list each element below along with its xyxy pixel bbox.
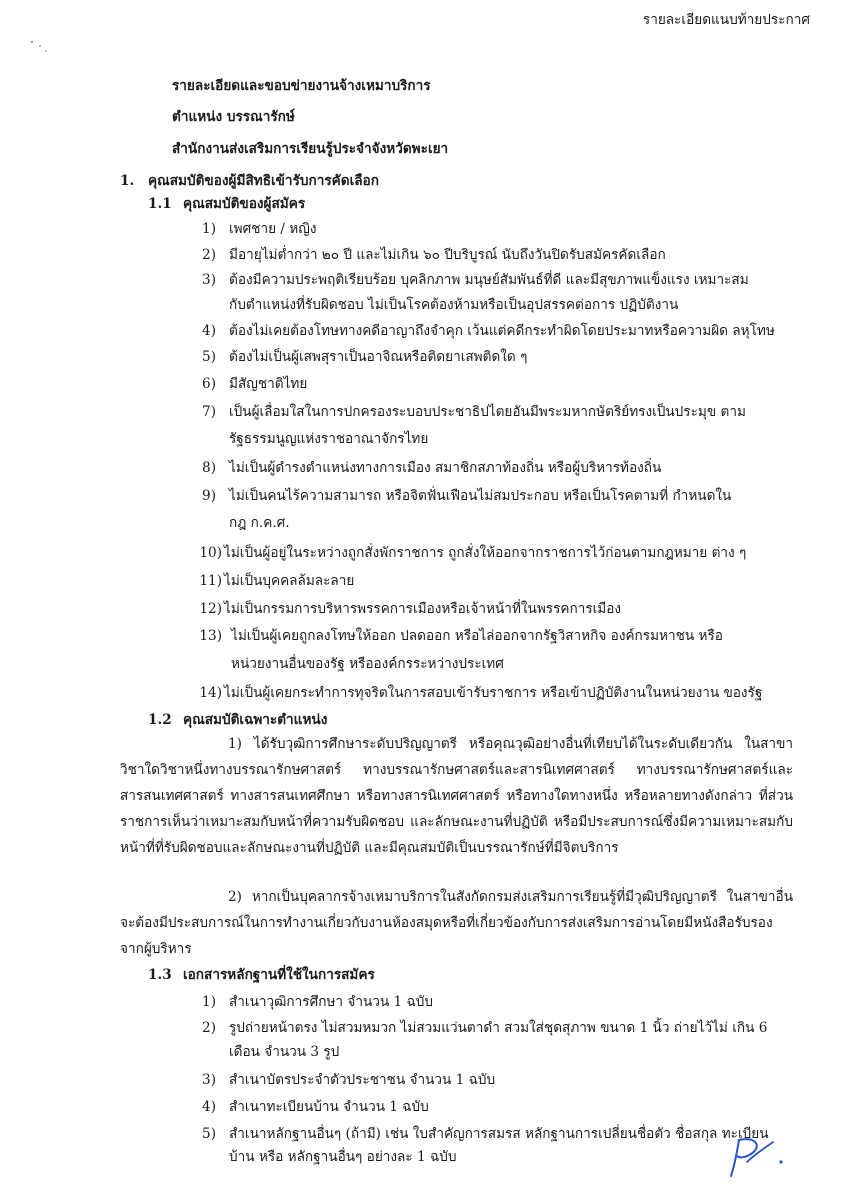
list-item-number: 2) (202, 1020, 216, 1036)
list-item: ต้องมีความประพฤติเรียบร้อย บุคลิกภาพ มนุษย์สัมพันธ์ที่ดี และมีสุขภาพแข็งแรง เหมาะสม (229, 272, 749, 288)
list-item-number: 11) (199, 573, 222, 589)
specific-qualification-paragraph-1: 1) ได้รับวุฒิการศึกษาระดับปริญญาตรี หรือคุณวุฒิอย่างอื่นที่เทียบได้ในระดับเดียวกัน ในสาขาวิชาใดวิชาหนึ่งทางบรรณารักษศาสตร์ ทางบรรณารักษศาสตร์และสารนิเทศศาสตร์ ทางบรรณารักษศาสตร์และสารสนเทศศาสตร์ ทางสารสนเทศศึกษา หรือทางสารนิเทศศาสตร์ หรือทางใดทางหนึ่ง หรือหลายทางดังกล่าว ที่ส่วนราชการเห็นว่าเหมาะสมกับหน้าที่ความรับผิดชอบ และลักษณะงานที่ปฏิบัติ หรือมีประสบการณ์ซึ่งมีความเหมาะสมกับหน้าที่ที่รับผิดชอบและลักษณะงานที่ปฏิบัติ และมีคุณสมบัติเป็นบรรณารักษ์ที่มีจิตบริการ (120, 736, 793, 856)
list-item: รูปถ่ายหน้าตรง ไม่สวมหมวก ไม่สวมแว่นตาดำ สวมใส่ชุดสุภาพ ขนาด 1 นิ้ว ถ่ายไว้ไม่ เกิน 6 (229, 1020, 768, 1036)
office-title: สำนักงานส่งเสริมการเรียนรู้ประจำจังหวัดพะเยา (172, 141, 449, 157)
list-item-number: 2) (202, 247, 216, 263)
list-item-number: 12) (199, 601, 222, 617)
list-item-number: 1) (202, 221, 216, 237)
list-item: ไม่เป็นคนไร้ความสามารถ หรือจิตฟั่นเฟือนไม่สมประกอบ หรือเป็นโรคตามที่ กำหนดใน (229, 488, 732, 504)
list-item-number: 1) (202, 994, 216, 1010)
list-item-continuation: กฎ ก.ค.ศ. (229, 515, 290, 531)
list-item-number: 9) (202, 488, 216, 504)
list-item-continuation: เดือน จำนวน 3 รูป (229, 1044, 340, 1060)
list-item-number: 8) (202, 460, 216, 476)
list-item-number: 3) (202, 272, 216, 288)
sub-1-2-number: 1.2 (148, 712, 172, 728)
list-item: สำเนาบัตรประจำตัวประชาชน จำนวน 1 ฉบับ (229, 1072, 496, 1088)
list-item: ต้องไม่เป็นผู้เสพสุราเป็นอาจิณหรือติดยาเสพติดใด ๆ (229, 349, 528, 365)
list-item-continuation: หน่วยงานอื่นของรัฐ หรือองค์กรระหว่างประเทศ (231, 656, 504, 672)
scan-specks (28, 38, 58, 62)
list-item: ไม่เป็นบุคคลล้มละลาย (224, 573, 355, 589)
list-item-continuation: บ้าน หรือ หลักฐานอื่นๆ อย่างละ 1 ฉบับ (229, 1149, 457, 1165)
list-item-number: 13) (199, 628, 222, 644)
sub-1-3-heading: เอกสารหลักฐานที่ใช้ในการสมัคร (183, 967, 375, 983)
list-item-continuation: รัฐธรรมนูญแห่งราชอาณาจักรไทย (229, 431, 429, 447)
sub-1-2-heading: คุณสมบัติเฉพาะตำแหน่ง (183, 712, 328, 728)
list-item: ไม่เป็นกรรมการบริหารพรรคการเมืองหรือเจ้าหน้าที่ในพรรคการเมือง (224, 601, 622, 617)
list-item: เพศชาย / หญิง (229, 221, 317, 237)
list-item-number: 6) (202, 376, 216, 392)
list-item-number: 14) (199, 685, 222, 701)
list-item: มีสัญชาติไทย (229, 376, 308, 392)
list-item-number: 10) (199, 545, 222, 561)
list-item-number: 7) (202, 404, 216, 420)
list-item-number: 4) (202, 1099, 216, 1115)
list-item-number: 5) (202, 1126, 216, 1142)
list-item: สำเนาหลักฐานอื่นๆ (ถ้ามี) เช่น ใบสำคัญการสมรส หลักฐานการเปลี่ยนชื่อตัว ชื่อสกุล ทะเบียน (229, 1126, 769, 1142)
list-item: สำเนาทะเบียนบ้าน จำนวน 1 ฉบับ (229, 1099, 429, 1115)
list-item: เป็นผู้เลื่อมใสในการปกครองระบอบประชาธิปไตยอันมีพระมหากษัตริย์ทรงเป็นประมุข ตาม (229, 404, 746, 420)
list-item-number: 4) (202, 323, 216, 339)
sub-1-1-heading: คุณสมบัติของผู้สมัคร (183, 196, 306, 212)
list-item: ไม่เป็นผู้เคยกระทำการทุจริตในการสอบเข้ารับราชการ หรือเข้าปฏิบัติงานในหน่วยงาน ของรัฐ (224, 685, 763, 701)
list-item: มีอายุไม่ต่ำกว่า ๒๐ ปี และไม่เกิน ๖๐ ปีบริบูรณ์ นับถึงวันปิดรับสมัครคัดเลือก (229, 247, 666, 263)
doc-title: รายละเอียดและขอบข่ายงานจ้างเหมาบริการ (172, 78, 431, 94)
corner-label: รายละเอียดแนบท้ายประกาศ (642, 12, 810, 28)
section-1-heading: คุณสมบัติของผู้มีสิทธิเข้ารับการคัดเลือก (148, 173, 379, 189)
list-item-continuation: กับตำแหน่งที่รับผิดชอบ ไม่เป็นโรคต้องห้ามหรือเป็นอุปสรรคต่อการ ปฏิบัติงาน (229, 297, 679, 313)
section-1-number: 1. (120, 173, 135, 189)
sub-1-3-number: 1.3 (148, 967, 172, 983)
list-item: ไม่เป็นผู้อยู่ในระหว่างถูกสั่งพักราชการ ถูกสั่งให้ออกจากราชการไว้ก่อนตามกฎหมาย ต่าง ๆ (224, 545, 747, 561)
signature-initials (725, 1132, 805, 1182)
list-item: ต้องไม่เคยต้องโทษทางคดีอาญาถึงจำคุก เว้นแต่คดีกระทำผิดโดยประมาทหรือความผิด ลหุโทษ (229, 323, 775, 339)
list-item: สำเนาวุฒิการศึกษา จำนวน 1 ฉบับ (229, 994, 433, 1010)
specific-qualification-paragraph-2: 2) หากเป็นบุคลากรจ้างเหมาบริการในสังกัดกรมส่งเสริมการเรียนรู้ที่มีวุฒิปริญญาตรี ในสาขาอื่นจะต้องมีประสบการณ์ในการทำงานเกี่ยวกับงานห้องสมุดหรือที่เกี่ยวข้องกับการส่งเสริมการอ่านโดยมีหนังสือรับรองจากผู้บริหาร (120, 889, 793, 957)
sub-1-1-number: 1.1 (148, 196, 172, 212)
position-title: ตำแหน่ง บรรณารักษ์ (172, 109, 295, 125)
list-item-number: 5) (202, 349, 216, 365)
list-item-number: 3) (202, 1072, 216, 1088)
list-item: ไม่เป็นผู้ดำรงตำแหน่งทางการเมือง สมาชิกสภาท้องถิ่น หรือผู้บริหารท้องถิ่น (229, 460, 662, 476)
list-item: ไม่เป็นผู้เคยถูกลงโทษให้ออก ปลดออก หรือไล่ออกจากรัฐวิสาหกิจ องค์กรมหาชน หรือ (231, 628, 723, 644)
